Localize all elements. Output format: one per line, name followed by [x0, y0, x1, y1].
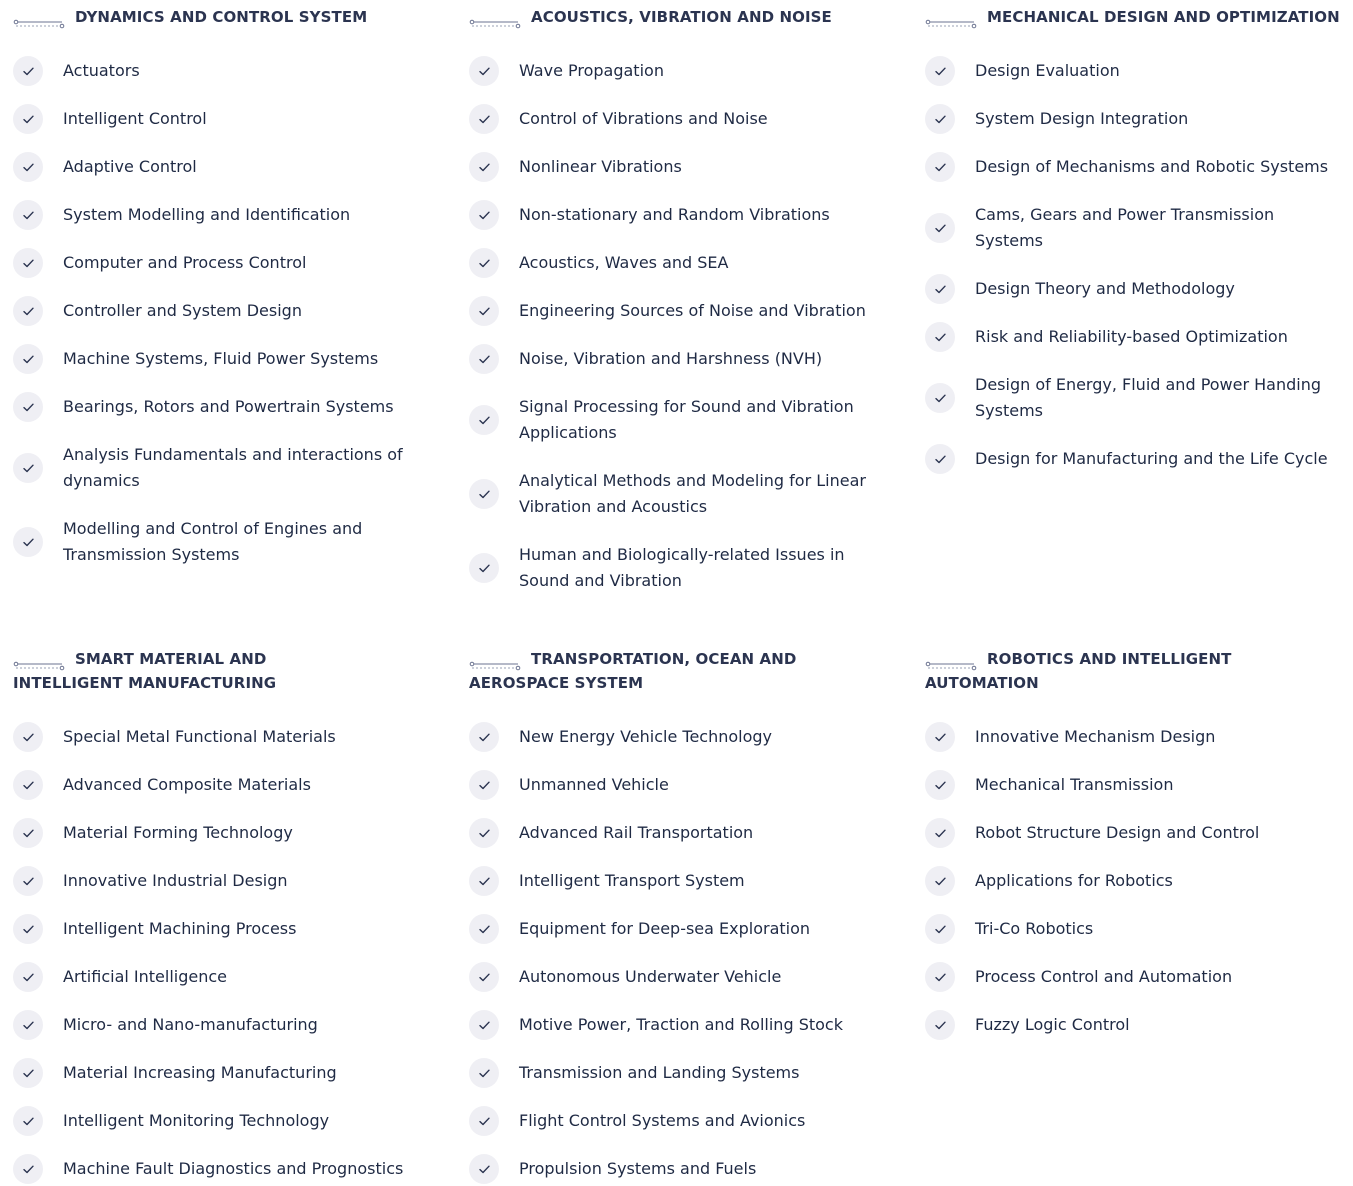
list-item [925, 809, 1345, 857]
list-item [469, 335, 889, 383]
list-item-label: Non-stationary and Random Vibrations [519, 205, 830, 224]
check-icon [469, 152, 499, 182]
check-icon [925, 104, 955, 134]
list-item [13, 713, 443, 761]
check-icon [925, 818, 955, 848]
check-icon [469, 722, 499, 752]
check-icon [13, 392, 43, 422]
section-robotics [925, 647, 1345, 1049]
list-item [925, 1001, 1345, 1049]
topic-list [13, 47, 443, 579]
check-icon [469, 770, 499, 800]
list-item-label: Analytical Methods and Modeling for Linear Vibration and Acoustics [519, 471, 866, 516]
list-item [13, 761, 443, 809]
check-icon [925, 770, 955, 800]
list-item-label: Design for Manufacturing and the Life Cycle [975, 449, 1328, 468]
list-item-label: Computer and Process Control [63, 253, 307, 272]
list-item [925, 313, 1345, 361]
check-icon [13, 1010, 43, 1040]
section-acoustics [469, 5, 889, 605]
check-icon [13, 818, 43, 848]
check-icon [469, 344, 499, 374]
list-item-label: Transmission and Landing Systems [519, 1063, 800, 1082]
section-title-text: SMART MATERIAL AND INTELLIGENT MANUFACTURING [13, 650, 277, 692]
check-icon [469, 405, 499, 435]
check-icon [925, 213, 955, 243]
section-dynamics [13, 5, 443, 579]
list-item [469, 905, 889, 953]
list-item [13, 239, 443, 287]
topic-list [925, 713, 1345, 1049]
list-item [925, 361, 1345, 435]
section-title [469, 647, 889, 695]
list-item [13, 1001, 443, 1049]
check-icon [925, 152, 955, 182]
check-icon [13, 453, 43, 483]
list-item-label: Material Forming Technology [63, 823, 293, 842]
check-icon [925, 866, 955, 896]
list-item [469, 287, 889, 335]
list-item-label: Bearings, Rotors and Powertrain Systems [63, 397, 394, 416]
list-item-label: Intelligent Transport System [519, 871, 745, 890]
list-item-label: Wave Propagation [519, 61, 664, 80]
circuit-line-icon [13, 12, 65, 22]
list-item-label: Adaptive Control [63, 157, 197, 176]
check-icon [13, 248, 43, 278]
section-title [469, 5, 889, 29]
list-item [13, 857, 443, 905]
check-icon [13, 56, 43, 86]
list-item-label: Design of Energy, Fluid and Power Handing Systems [975, 375, 1322, 420]
list-item [925, 953, 1345, 1001]
list-item [925, 143, 1345, 191]
list-item-label: Mechanical Transmission [975, 775, 1174, 794]
list-item [925, 857, 1345, 905]
section-title-text: ROBOTICS AND INTELLIGENT AUTOMATION [925, 650, 1232, 692]
list-item-label: Unmanned Vehicle [519, 775, 669, 794]
topic-list [469, 47, 889, 605]
list-item [469, 953, 889, 1001]
list-item-label: Design Theory and Methodology [975, 279, 1235, 298]
check-icon [469, 866, 499, 896]
check-icon [13, 152, 43, 182]
check-icon [13, 1058, 43, 1088]
list-item-label: Applications for Robotics [975, 871, 1173, 890]
list-item [13, 809, 443, 857]
list-item [469, 761, 889, 809]
check-icon [469, 962, 499, 992]
check-icon [13, 344, 43, 374]
section-title-text: ACOUSTICS, VIBRATION AND NOISE [531, 8, 832, 26]
check-icon [13, 722, 43, 752]
list-item-label: Risk and Reliability-based Optimization [975, 327, 1288, 346]
check-icon [469, 1010, 499, 1040]
check-icon [13, 200, 43, 230]
list-item-label: Machine Fault Diagnostics and Prognostics [63, 1159, 404, 1178]
list-item [469, 239, 889, 287]
check-icon [469, 200, 499, 230]
check-icon [13, 962, 43, 992]
list-item [925, 761, 1345, 809]
section-transportation [469, 647, 889, 1186]
list-item-label: Process Control and Automation [975, 967, 1233, 986]
check-icon [13, 1106, 43, 1136]
check-icon [469, 296, 499, 326]
list-item [13, 383, 443, 431]
list-item [13, 1145, 443, 1186]
check-icon [925, 383, 955, 413]
section-title-text: DYNAMICS AND CONTROL SYSTEM [75, 8, 368, 26]
list-item-label: Fuzzy Logic Control [975, 1015, 1130, 1034]
list-item-label: New Energy Vehicle Technology [519, 727, 773, 746]
list-item [925, 265, 1345, 313]
topic-list [13, 713, 443, 1186]
list-item [925, 713, 1345, 761]
list-item [469, 809, 889, 857]
list-item [925, 95, 1345, 143]
list-item [469, 457, 889, 531]
list-item [469, 47, 889, 95]
section-title-text: TRANSPORTATION, OCEAN AND AEROSPACE SYSTEM [469, 650, 797, 692]
list-item [925, 905, 1345, 953]
list-item-label: Advanced Composite Materials [63, 775, 311, 794]
check-icon [925, 962, 955, 992]
check-icon [469, 248, 499, 278]
list-item-label: Intelligent Control [63, 109, 207, 128]
section-title [925, 5, 1345, 29]
section-title [925, 647, 1345, 695]
list-item [469, 95, 889, 143]
check-icon [13, 914, 43, 944]
list-item-label: Special Metal Functional Materials [63, 727, 336, 746]
check-icon [925, 444, 955, 474]
list-item-label: Modelling and Control of Engines and Transmission Systems [63, 519, 363, 564]
check-icon [13, 296, 43, 326]
list-item [13, 287, 443, 335]
list-item [13, 431, 443, 505]
list-item-label: Flight Control Systems and Avionics [519, 1111, 806, 1130]
list-item-label: Motive Power, Traction and Rolling Stock [519, 1015, 843, 1034]
list-item [13, 47, 443, 95]
list-item [469, 713, 889, 761]
list-item-label: Intelligent Monitoring Technology [63, 1111, 330, 1130]
list-item [469, 1145, 889, 1186]
check-icon [13, 1154, 43, 1184]
list-item [469, 383, 889, 457]
check-icon [13, 104, 43, 134]
check-icon [469, 553, 499, 583]
list-item-label: Engineering Sources of Noise and Vibration [519, 301, 866, 320]
circuit-line-icon [469, 12, 521, 22]
circuit-line-icon [469, 654, 521, 664]
list-item [13, 953, 443, 1001]
check-icon [469, 56, 499, 86]
list-item [469, 531, 889, 605]
list-item [925, 47, 1345, 95]
check-icon [13, 866, 43, 896]
list-item-label: Innovative Industrial Design [63, 871, 288, 890]
list-item-label: Material Increasing Manufacturing [63, 1063, 337, 1082]
check-icon [469, 1154, 499, 1184]
list-item-label: Equipment for Deep-sea Exploration [519, 919, 811, 938]
topic-list [469, 713, 889, 1186]
check-icon [469, 479, 499, 509]
check-icon [13, 770, 43, 800]
list-item-label: System Modelling and Identification [63, 205, 351, 224]
list-item-label: Robot Structure Design and Control [975, 823, 1260, 842]
list-item-label: Human and Biologically-related Issues in Sound and Vibration [519, 545, 845, 590]
list-item [13, 335, 443, 383]
check-icon [925, 914, 955, 944]
circuit-line-icon [925, 654, 977, 664]
list-item [469, 143, 889, 191]
list-item-label: Actuators [63, 61, 140, 80]
list-item [469, 857, 889, 905]
list-item-label: Artificial Intelligence [63, 967, 227, 986]
check-icon [469, 104, 499, 134]
list-item-label: Control of Vibrations and Noise [519, 109, 768, 128]
section-title-text: MECHANICAL DESIGN AND OPTIMIZATION [987, 8, 1340, 26]
list-item-label: Intelligent Machining Process [63, 919, 297, 938]
list-item-label: Autonomous Underwater Vehicle [519, 967, 782, 986]
list-item-label: Propulsion Systems and Fuels [519, 1159, 757, 1178]
list-item-label: Cams, Gears and Power Transmission Systems [975, 205, 1275, 250]
check-icon [925, 274, 955, 304]
check-icon [469, 914, 499, 944]
list-item-label: Design Evaluation [975, 61, 1120, 80]
list-item-label: Signal Processing for Sound and Vibration Applications [519, 397, 854, 442]
list-item [13, 95, 443, 143]
section-title [13, 647, 373, 695]
list-item [13, 191, 443, 239]
list-item-label: Analysis Fundamentals and interactions of dynamics [63, 445, 403, 490]
list-item [469, 1049, 889, 1097]
list-item-label: Noise, Vibration and Harshness (NVH) [519, 349, 823, 368]
list-item [469, 191, 889, 239]
circuit-line-icon [925, 12, 977, 22]
list-item [469, 1097, 889, 1145]
list-item [925, 435, 1345, 483]
section-title [13, 5, 443, 29]
list-item [469, 1001, 889, 1049]
list-item-label: Design of Mechanisms and Robotic Systems [975, 157, 1329, 176]
list-item [13, 143, 443, 191]
list-item-label: Machine Systems, Fluid Power Systems [63, 349, 379, 368]
section-mechanical-design [925, 5, 1345, 483]
list-item-label: Nonlinear Vibrations [519, 157, 682, 176]
list-item-label: Acoustics, Waves and SEA [519, 253, 729, 272]
list-item-label: System Design Integration [975, 109, 1189, 128]
list-item [13, 505, 443, 579]
list-item [13, 1049, 443, 1097]
check-icon [469, 818, 499, 848]
circuit-line-icon [13, 654, 65, 664]
list-item-label: Tri-Co Robotics [975, 919, 1094, 938]
check-icon [925, 56, 955, 86]
section-smart-material [13, 647, 443, 1186]
check-icon [13, 527, 43, 557]
list-item [13, 905, 443, 953]
check-icon [925, 322, 955, 352]
list-item [925, 191, 1345, 265]
list-item-label: Controller and System Design [63, 301, 302, 320]
list-item-label: Innovative Mechanism Design [975, 727, 1216, 746]
list-item-label: Advanced Rail Transportation [519, 823, 754, 842]
check-icon [469, 1058, 499, 1088]
check-icon [925, 1010, 955, 1040]
check-icon [925, 722, 955, 752]
list-item-label: Micro- and Nano-manufacturing [63, 1015, 318, 1034]
list-item [13, 1097, 443, 1145]
check-icon [469, 1106, 499, 1136]
topic-list [925, 47, 1345, 483]
